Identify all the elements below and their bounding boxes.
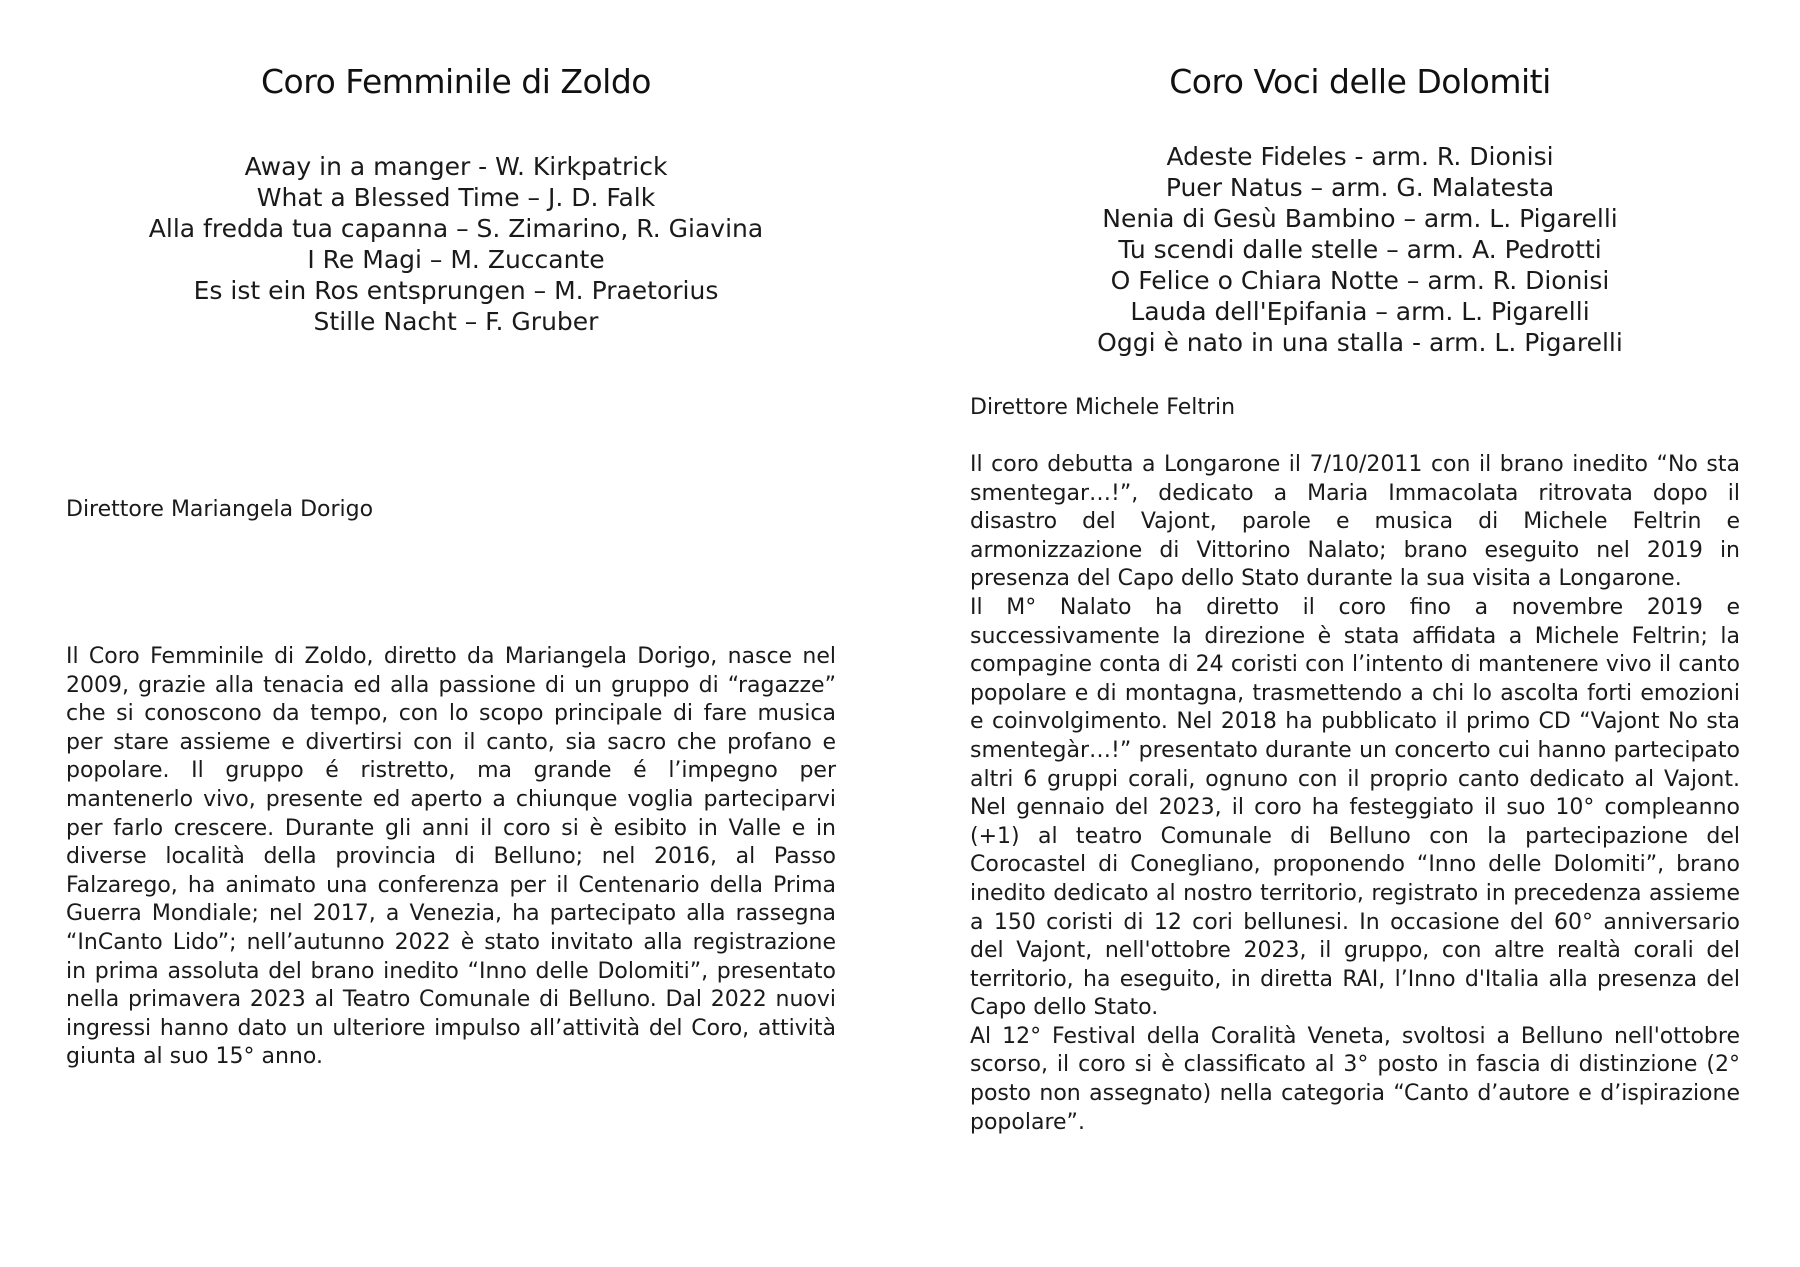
director-line: Direttore Michele Feltrin: [970, 395, 1236, 420]
song-item: Alla fredda tua capanna – S. Zimarino, R. Giavina: [148, 214, 764, 243]
song-item: O Felice o Chiara Notte – arm. R. Dionisi: [1110, 266, 1610, 295]
song-item: Es ist ein Ros entsprungen – M. Praetorius: [193, 276, 719, 305]
director-line: Direttore Mariangela Dorigo: [66, 497, 374, 522]
song-item: Oggi è nato in una stalla - arm. L. Pigarelli: [1097, 328, 1623, 357]
choir-title: Coro Voci delle Dolomiti: [1169, 62, 1551, 101]
choir-biography: [970, 451, 1740, 1137]
song-item: Lauda dell'Epifania – arm. L. Pigarelli: [1130, 297, 1590, 326]
bio-paragraph: Al 12° Festival della Coralità Veneta, svoltosi a Belluno nell'ottobre scorso, il coro si è classificato al 3° posto in fascia di distinzione (2° posto non assegnato) nella categoria “Canto d’autore e d’ispirazione popolare”.: [970, 1023, 1740, 1135]
right-page: [970, 0, 1750, 1267]
song-item: Away in a manger - W. Kirkpatrick: [244, 152, 668, 181]
song-item: Adeste Fideles - arm. R. Dionisi: [1166, 142, 1554, 171]
bio-paragraph: Il coro debutta a Longarone il 7/10/2011 con il brano inedito “No sta smentegar…!”, dedicato a Maria Immacolata ritrovata dopo il disastro del Vajont, parole e musica di Michele Feltrin e armonizzazione di Vittorino Nalato; brano eseguito nel 2019 in presenza del Capo dello Stato durante la sua visita a Longarone.: [970, 452, 1740, 592]
song-item: What a Blessed Time – J. D. Falk: [256, 183, 656, 212]
song-list: [66, 151, 846, 337]
song-item: Nenia di Gesù Bambino – arm. L. Pigarelli: [1102, 204, 1618, 233]
song-item: Stille Nacht – F. Gruber: [313, 307, 599, 336]
song-list: [970, 141, 1750, 358]
left-page: [66, 0, 846, 1267]
bio-paragraph: Il M° Nalato ha diretto il coro fino a novembre 2019 e successivamente la direzione è stata affidata a Michele Feltrin; la compagine conta di 24 coristi con l’intento di mantenere vivo il canto popolare e di montagna, trasmettendo a chi lo ascolta forti emozioni e coinvolgimento. Nel 2018 ha pubblicato il primo CD “Vajont No sta smentegàr…!” presentato durante un concerto cui hanno partecipato altri 6 gruppi corali, ognuno con il proprio canto dedicato al Vajont. Nel gennaio del 2023, il coro ha festeggiato il suo 10° compleanno (+1) al teatro Comunale di Belluno con la partecipazione del Corocastel di Conegliano, proponendo “Inno delle Dolomiti”, brano inedito dedicato al nostro territorio, registrato in precedenza assieme a 150 coristi di 12 cori bellunesi. In occasione del 60° anniversario del Vajont, nell'ottobre 2023, il gruppo, con altre realtà corali del territorio, ha eseguito, in diretta RAI, l’Inno d'Italia alla presenza del Capo dello Stato.: [970, 594, 1740, 1021]
choir-title: Coro Femminile di Zoldo: [261, 62, 651, 101]
song-item: Puer Natus – arm. G. Malatesta: [1165, 173, 1555, 202]
song-item: Tu scendi dalle stelle – arm. A. Pedrotti: [1118, 235, 1602, 264]
song-item: I Re Magi – M. Zuccante: [307, 245, 605, 274]
choir-biography: [66, 643, 836, 1072]
bio-paragraph: Il Coro Femminile di Zoldo, diretto da Mariangela Dorigo, nasce nel 2009, grazie alla tenacia ed alla passione di un gruppo di “ragazze” che si conoscono da tempo, con lo scopo principale di fare musica per stare assieme e divertirsi con il canto, sia sacro che profano e popolare. Il gruppo é ristretto, ma grande é l’impegno per mantenerlo vivo, presente ed aperto a chiunque voglia parteciparvi per farlo crescere. Durante gli anni il coro si è esibito in Valle e in diverse località della provincia di Belluno; nel 2016, al Passo Falzarego, ha animato una conferenza per il Centenario della Prima Guerra Mondiale; nel 2017, a Venezia, ha partecipato alla rassegna “InCanto Lido”; nell’autunno 2022 è stato invitato alla registrazione in prima assoluta del brano inedito “Inno delle Dolomiti”, presentato nella primavera 2023 al Teatro Comunale di Belluno. Dal 2022 nuovi ingressi hanno dato un ulteriore impulso all’attività del Coro, attività giunta al suo 15° anno.: [66, 644, 836, 1070]
